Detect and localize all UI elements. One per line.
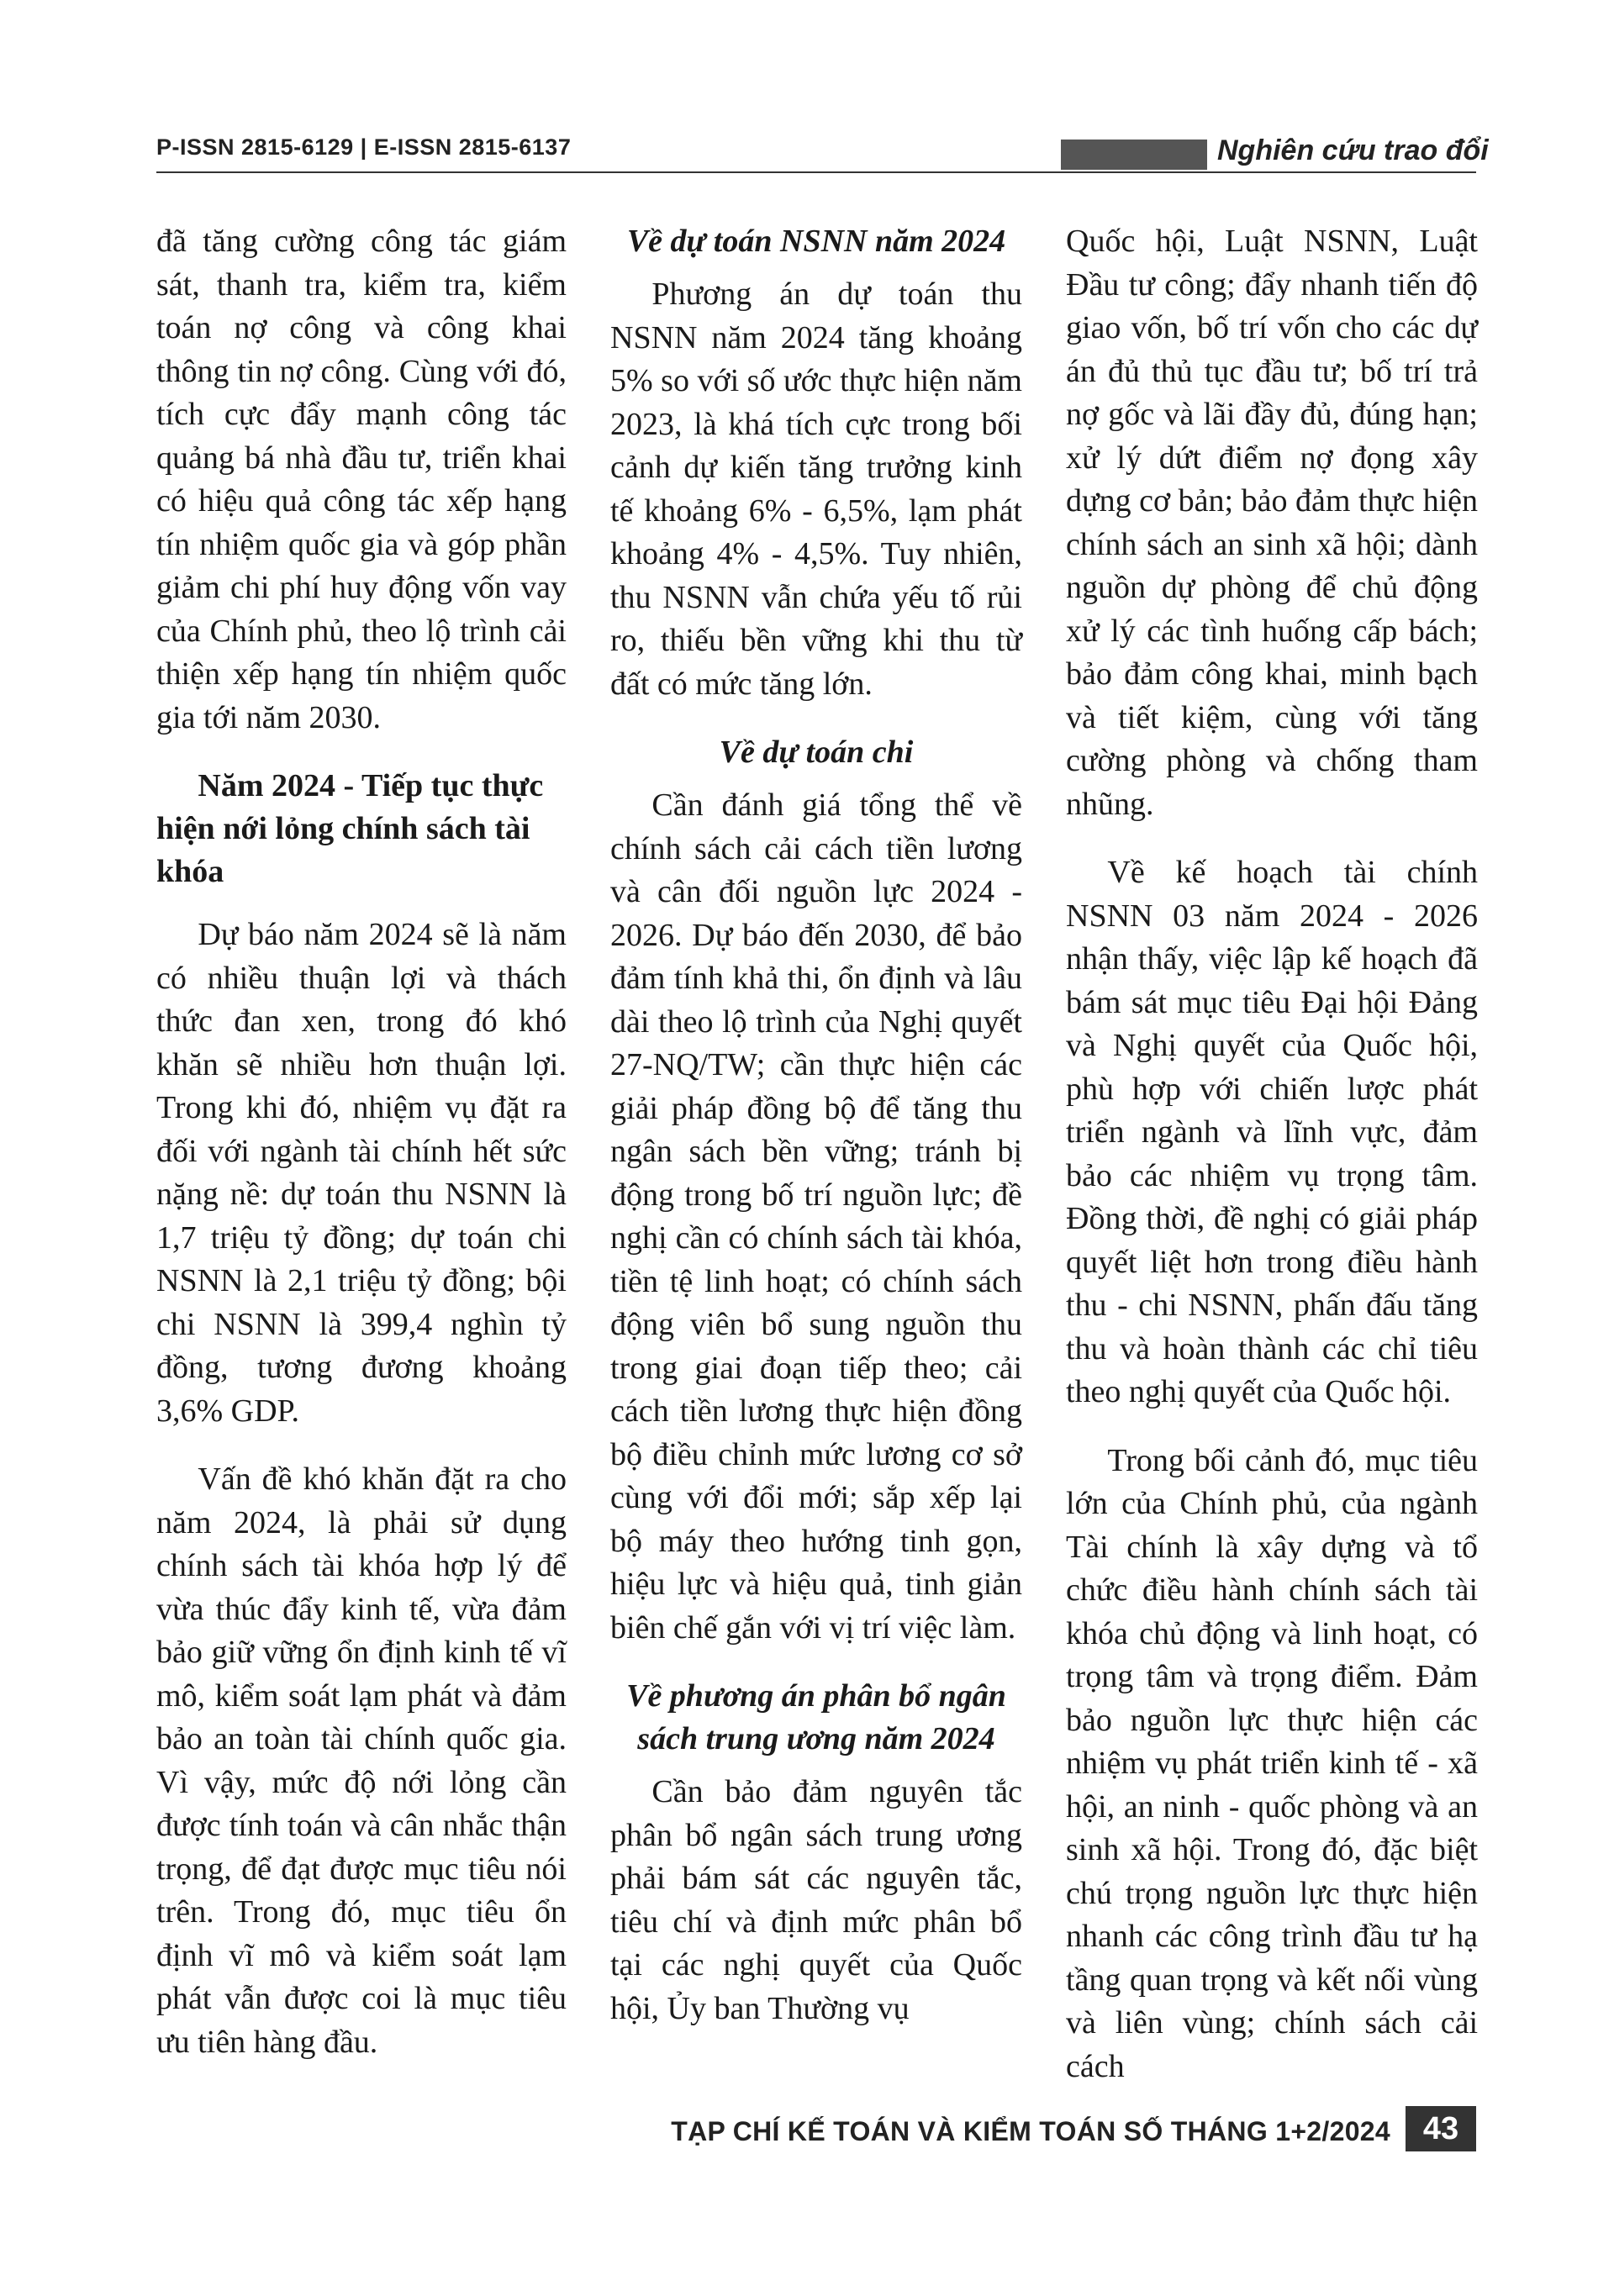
column-1: [156, 220, 567, 2089]
paragraph: Cần bảo đảm nguyên tắc phân bổ ngân sách trung ương phải bám sát các nguyên tắc, tiêu chí và định mức phân bổ tại các nghị quyết của Quốc hội, Ủy ban Thường vụ: [610, 1774, 1022, 2026]
header-divider: [156, 171, 1476, 173]
paragraph: Phương án dự toán thu NSNN năm 2024 tăng khoảng 5% so với số ước thực hiện năm 2023, là khá tích cực trong bối cảnh dự kiến tăng trưởng kinh tế khoảng 6% - 6,5%, lạm phát khoảng 4% - 4,5%. Tuy nhiên, thu NSNN vẫn chứa yếu tố rủi ro, thiếu bền vững khi thu từ đất có mức tăng lớn.: [610, 276, 1022, 702]
paragraph: Dự báo năm 2024 sẽ là năm có nhiều thuận lợi và thách thức đan xen, trong đó khó khăn sẽ nhiều hơn thuận lợi. Trong khi đó, nhiệm vụ đặt ra đối với ngành tài chính hết sức nặng nề: dự toán thu NSNN là 1,7 triệu tỷ đồng; dự toán chi NSNN là 2,1 triệu tỷ đồng; bội chi NSNN là 399,4 nghìn tỷ đồng, tương đương khoảng 3,6% GDP.: [156, 917, 567, 1429]
issn-header: P-ISSN 2815-6129 | E-ISSN 2815-6137: [156, 134, 572, 160]
section-title: Nghiên cứu trao đổi: [1217, 134, 1489, 166]
header-decor-bar: [1061, 140, 1207, 170]
column-3: [1066, 220, 1478, 2114]
paragraph: Về kế hoạch tài chính NSNN 03 năm 2024 - 2026 nhận thấy, việc lập kế hoạch đã bám sát mục tiêu Đại hội Đảng và Nghị quyết của Quốc hội, phù hợp với chiến lược phát triển ngành và lĩnh vực, đảm bảo các nhiệm vụ trọng tâm. Đồng thời, đề nghị có giải pháp quyết liệt hơn trong điều hành thu - chi NSNN, phấn đấu tăng thu và hoàn thành các chỉ tiêu theo nghị quyết của Quốc hội.: [1066, 855, 1478, 1409]
paragraph: Vấn đề khó khăn đặt ra cho năm 2024, là phải sử dụng chính sách tài khóa hợp lý để vừa thúc đẩy kinh tế, vừa đảm bảo giữ vững ổn định kinh tế vĩ mô, kiểm soát lạm phát và đảm bảo an toàn tài chính quốc gia. Vì vậy, mức độ nới lỏng cần được tính toán và cân nhắc thận trọng, để đạt được mục tiêu nói trên. Trong đó, mục tiêu ổn định vĩ mô và kiểm soát lạm phát vẫn được coi là mục tiêu ưu tiên hàng đầu.: [156, 1461, 567, 2060]
paragraph: Quốc hội, Luật NSNN, Luật Đầu tư công; đẩy nhanh tiến độ giao vốn, bố trí vốn cho các dự án đủ thủ tục đầu tư; bố trí trả nợ gốc và lãi đầy đủ, đúng hạn; xử lý dứt điểm nợ đọng xây dựng cơ bản; bảo đảm thực hiện chính sách an sinh xã hội; dành nguồn dự phòng để chủ động xử lý các tình huống cấp bách; bảo đảm công khai, minh bạch và tiết kiệm, cùng với tăng cường phòng và chống tham nhũng.: [1066, 224, 1478, 822]
column-2: [610, 220, 1022, 2056]
subheading: Về phương án phân bổ ngân sách trung ương năm 2024: [626, 1678, 1006, 1756]
paragraph: Trong bối cảnh đó, mục tiêu lớn của Chính phủ, của ngành Tài chính là xây dựng và tổ chức điều hành chính sách tài khóa chủ động và linh hoạt, có trọng tâm và trọng điểm. Đảm bảo nguồn lực thực hiện các nhiệm vụ phát triển kinh tế - xã hội, an ninh - quốc phòng và an sinh xã hội. Trong đó, đặc biệt chú trọng nguồn lực thực hiện nhanh các công trình đầu tư hạ tầng quan trọng và kết nối vùng và liên vùng; chính sách cải cách: [1066, 1442, 1478, 2084]
journal-footer: TẠP CHÍ KẾ TOÁN VÀ KIỂM TOÁN SỐ THÁNG 1+2/2024: [671, 2116, 1390, 2146]
paragraph: đã tăng cường công tác giám sát, thanh tra, kiểm tra, kiểm toán nợ công và công khai thông tin nợ công. Cùng với đó, tích cực đẩy mạnh công tác quảng bá nhà đầu tư, triển khai có hiệu quả công tác xếp hạng tín nhiệm quốc gia và góp phần giảm chi phí huy động vốn vay của Chính phủ, theo lộ trình cải thiện xếp hạng tín nhiệm quốc gia tới năm 2030.: [156, 224, 567, 735]
paragraph: Cần đánh giá tổng thể về chính sách cải cách tiền lương và cân đối nguồn lực 2024 - 2026. Dự báo đến 2030, để bảo đảm tính khả thi, ổn định và lâu dài theo lộ trình của Nghị quyết 27-NQ/TW; cần thực hiện các giải pháp đồng bộ để tăng thu ngân sách bền vững; tránh bị động trong bố trí nguồn lực; đề nghị cần có chính sách tài khóa, tiền tệ linh hoạt; có chính sách động viên bổ sung nguồn thu trong giai đoạn tiếp theo; cải cách tiền lương thực hiện đồng bộ điều chỉnh mức lương cơ sở cùng với đổi mới; sắp xếp lại bộ máy theo hướng tinh gọn, hiệu lực và hiệu quả, tinh giản biên chế gắn với vị trí việc làm.: [610, 787, 1022, 1646]
section-heading: Năm 2024 - Tiếp tục thực hiện nới lỏng chính sách tài khóa: [156, 768, 544, 889]
subheading: Về dự toán NSNN năm 2024: [626, 224, 1006, 259]
subheading: Về dự toán chi: [719, 735, 914, 770]
page-number: 43: [1406, 2106, 1476, 2151]
